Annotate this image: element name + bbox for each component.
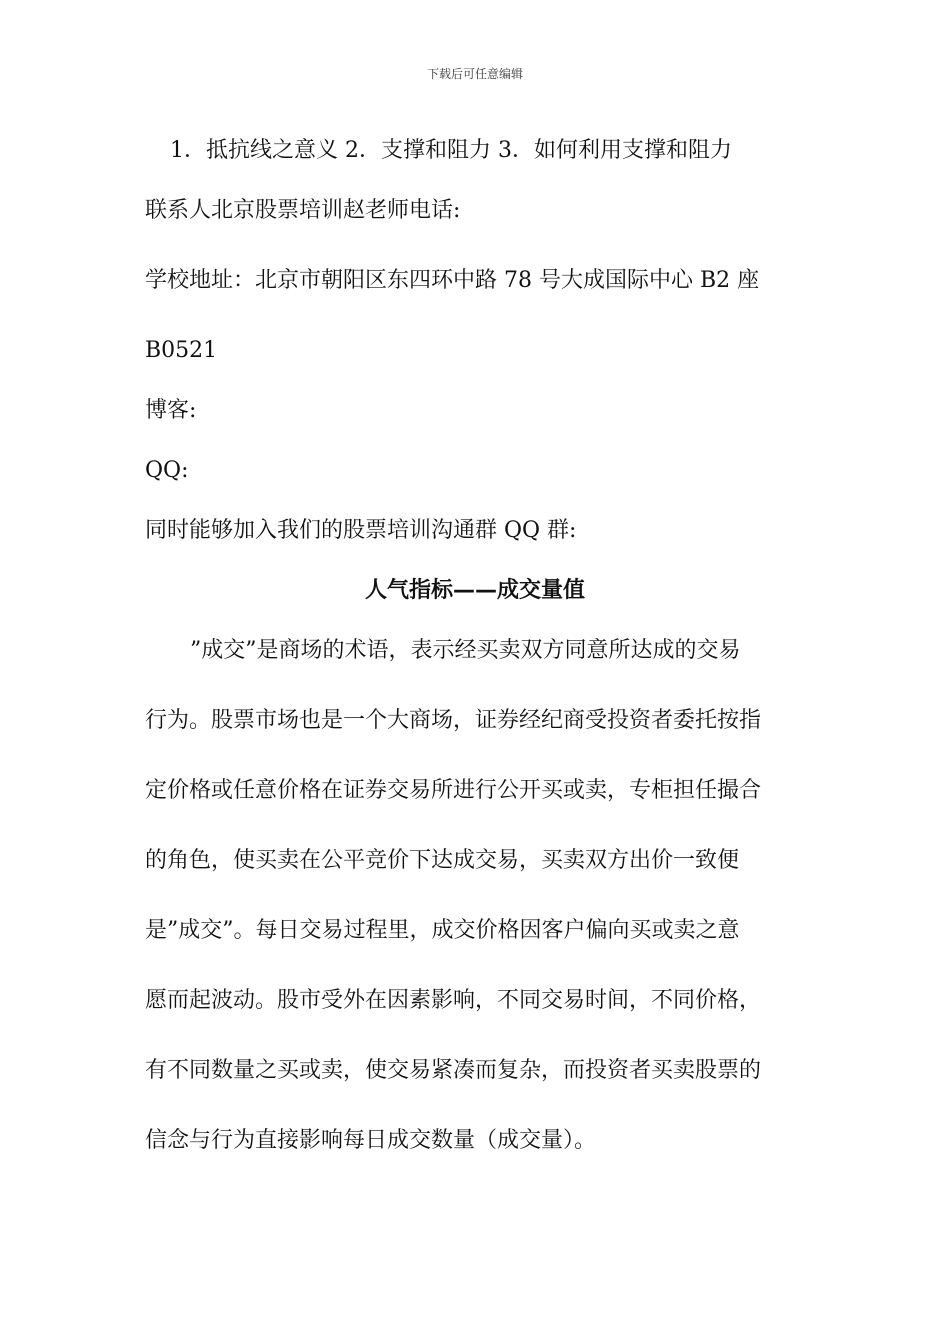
page-header: 下载后可任意编辑 bbox=[426, 67, 523, 81]
address-line-2: B0521 bbox=[145, 338, 218, 363]
paragraph-line: 愿而起波动。股市受外在因素影响，不同交易时间，不同价格， bbox=[145, 988, 762, 1013]
section-title: 人气指标——成交量值 bbox=[364, 578, 585, 603]
group-line: 同时能够加入我们的股票培训沟通群 QQ 群: bbox=[145, 518, 577, 543]
qq-line: QQ: bbox=[145, 458, 189, 483]
paragraph-line: 定价格或任意价格在证券交易所进行公开买或卖，专柜担任撮合 bbox=[145, 778, 762, 803]
blog-line: 博客: bbox=[145, 398, 197, 423]
paragraph-line: 是”成交”。每日交易过程里，成交价格因客户偏向买或卖之意 bbox=[145, 918, 740, 943]
paragraph-line: 信念与行为直接影响每日成交数量（成交量）。 bbox=[145, 1128, 597, 1153]
paragraph-line: 有不同数量之买或卖，使交易紧凑而复杂，而投资者买卖股票的 bbox=[145, 1058, 762, 1083]
paragraph-line: 行为。股票市场也是一个大商场，证券经纪商受投资者委托按指 bbox=[145, 708, 762, 733]
paragraph-line: 的角色，使买卖在公平竞价下达成交易，买卖双方出价一致便 bbox=[145, 848, 740, 873]
outline-line: 1．抵抗线之意义 2．支撑和阻力 3．如何利用支撑和阻力 bbox=[170, 138, 732, 163]
address-line-1: 学校地址：北京市朝阳区东四环中路 78 号大成国际中心 B2 座 bbox=[145, 268, 760, 293]
contact-line: 联系人北京股票培训赵老师电话: bbox=[145, 198, 461, 223]
paragraph-line: ”成交”是商场的术语，表示经买卖双方同意所达成的交易 bbox=[190, 638, 741, 663]
